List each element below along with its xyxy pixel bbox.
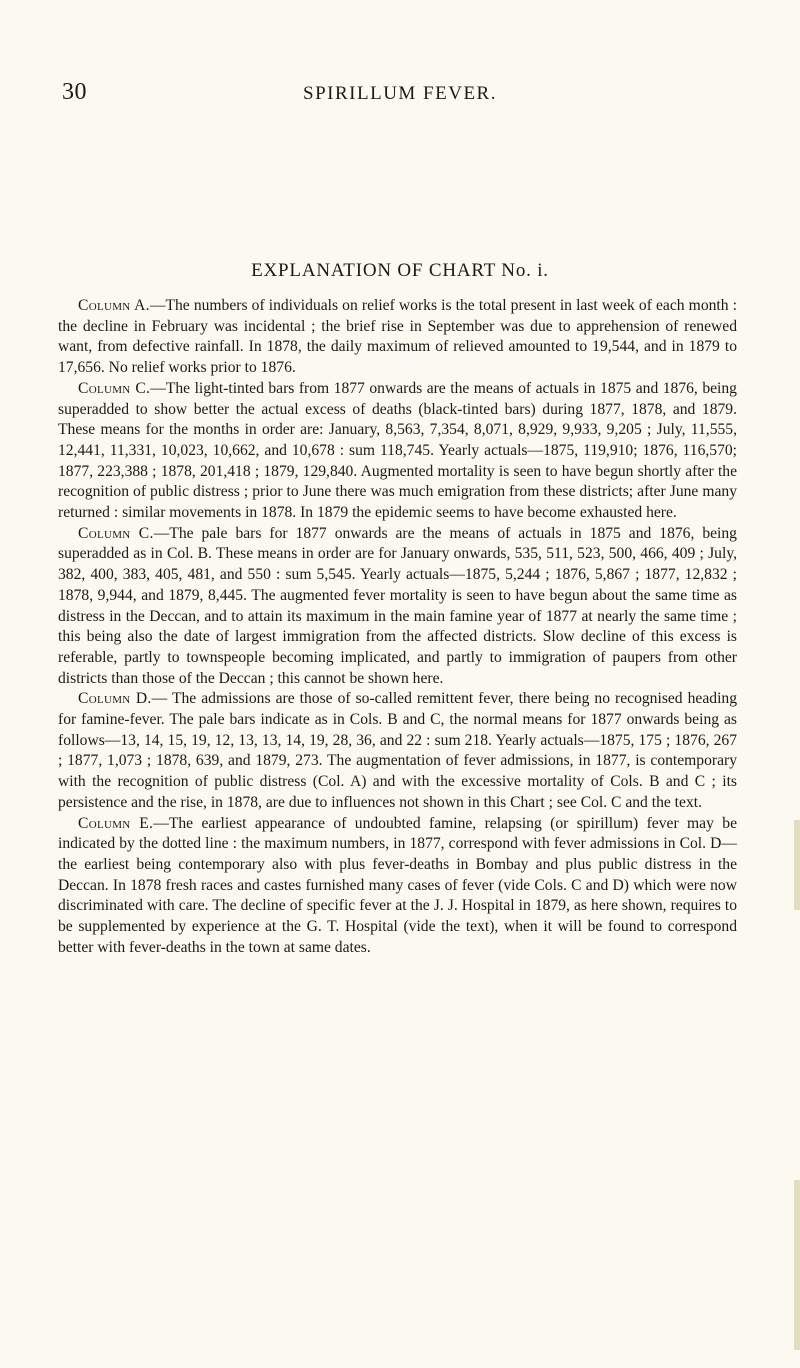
paragraph-label: Column D. bbox=[78, 690, 152, 708]
paragraph-column-d bbox=[58, 689, 737, 813]
explanation-body bbox=[58, 296, 737, 959]
paragraph-label: Column C. bbox=[78, 379, 151, 397]
paragraph-column-e bbox=[58, 814, 737, 959]
paragraph-text: — The admissions are those of so-called remittent fever, there being no recognised heading for famine-fever. The pale bars indicate as in Cols. B and C, the normal means for 1877 onwards being as follows—13, 14, 15, 19, 12, 13, 13, 14, 19, 28, 36, and 22 : sum 218. Yearly actuals—1875, 175 ; 1876, 267 ; 1877, 1,073 ; 1878, 639, and 1879, 273. The augmentation of fever admissions, in 1877, is contemporary with the recognition of public distress (Col. A) and with the excessive mortality of Cols. B and C ; its persistence and the rise, in 1878, are due to influences not shown in this Chart ; see Col. C and the text. bbox=[58, 690, 737, 811]
paragraph-text: —The numbers of individuals on relief works is the total present in last week of each month : the decline in February was incidental ; the brief rise in September was due to apprehension of renewed want, from defective rainfall. In 1878, the daily maximum of relieved amounted to 19,544, and in 1879 to 17,656. No relief works prior to 1876. bbox=[58, 297, 737, 377]
paragraph-label: Column E. bbox=[78, 814, 154, 832]
paragraph-label: Column A. bbox=[78, 297, 150, 314]
paragraph-text: —The earliest appearance of undoubted famine, relapsing (or spirillum) fever may be indicated by the dotted line : the maximum numbers, in 1877, correspond with fever admissions in Col. D—the earliest being contemporary also with plus fever-deaths in Bombay and plus public distress in the Deccan. In 1878 fresh races and castes furnished many cases of fever (vide Cols. C and D) which were now discriminated with care. The decline of specific fever at the J. J. Hospital in 1879, as here shown, requires to be supplemented by experience at the G. T. Hospital (vide the text), when it will be found to correspond better with fever-deaths in the town at same dates. bbox=[58, 814, 737, 956]
paragraph-text: —The light-tinted bars from 1877 onwards are the means of actuals in 1875 and 1876, being superadded to show better the actual excess of deaths (black-tinted bars) during 1877, 1878, and 1879. These means for the months in order are: January, 8,563, 7,354, 8,071, 8,929, 9,933, 9,205 ; July, 11,555, 12,441, 11,331, 10,023, 10,662, and 10,678 : sum 118,745. Yearly actuals—1875, 119,910; 1876, 116,570; 1877, 223,388 ; 1878, 201,418 ; 1879, 129,840. Augmented mortality is seen to have begun shortly after the recognition of public distress ; prior to June there was much emigration from these districts; after June many returned : similar movements in 1878. In 1879 the epidemic seems to have become exhausted here. bbox=[58, 379, 737, 522]
paragraph-label: Column C. bbox=[78, 524, 154, 542]
paragraph-column-b bbox=[58, 379, 737, 524]
section-title: EXPLANATION OF CHART No. i. bbox=[251, 260, 549, 281]
page-edge-shadow bbox=[794, 820, 800, 910]
running-head: SPIRILLUM FEVER. bbox=[303, 83, 497, 104]
page-number: 30 bbox=[62, 79, 87, 105]
paragraph-column-c bbox=[58, 524, 737, 690]
paragraph-text: —The pale bars for 1877 onwards are the means of actuals in 1875 and 1876, being superadded as in Col. B. These means in order are for January onwards, 535, 511, 523, 500, 466, 409 ; July, 382, 400, 383, 405, 481, and 550 : sum 5,545. Yearly actuals—1875, 5,244 ; 1876, 5,867 ; 1877, 12,832 ; 1878, 9,944, and 1879, 8,445. The augmented fever mortality is seen to have begun about the same time as distress in the Deccan, and to attain its maximum in the main famine year of 1877 at nearly the same time ; this being also the date of largest immigration from the affected districts. Slow decline of this excess is referable, partly to townspeople becoming implicated, and partly to immigration of paupers from other districts than those of the Deccan ; this cannot be shown here. bbox=[58, 524, 737, 687]
page-edge-shadow bbox=[794, 1180, 800, 1350]
paragraph-column-a bbox=[58, 296, 737, 379]
